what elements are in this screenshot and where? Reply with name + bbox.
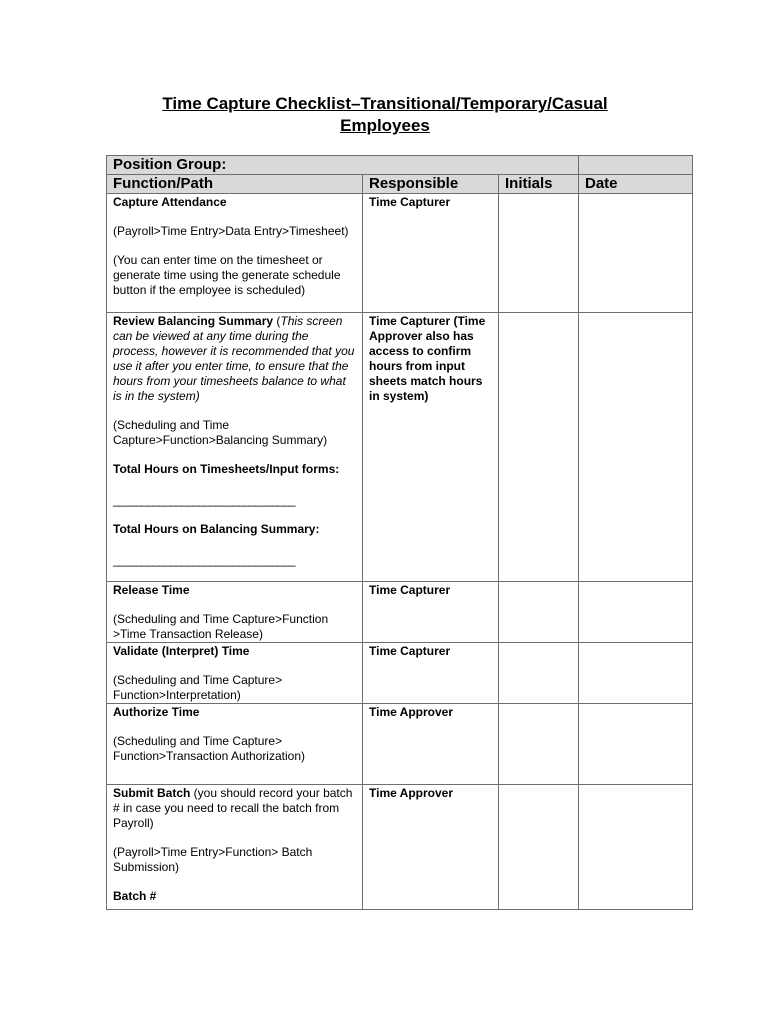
initials-cell[interactable] [499,194,579,313]
date-cell[interactable] [579,313,693,582]
document-title [105,93,665,137]
batch-label: Batch # [113,889,157,903]
table-row [107,313,693,582]
row-note: (You can enter time on the timesheet or generate time using the generate schedule button if the employee is scheduled) [113,253,341,297]
initials-cell[interactable] [499,313,579,582]
row-title: Validate (Interpret) Time [113,644,250,658]
table-row [107,643,693,704]
total-timesheets-label: Total Hours on Timesheets/Input forms: [113,462,340,476]
responsible-cell: Time Capturer (Time Approver also has access to confirm hours from input sheets match hours in system) [363,313,499,582]
function-path-cell [107,704,363,785]
function-path-cell [107,643,363,704]
row-title: Review Balancing Summary [113,314,274,328]
row-path: (Scheduling and Time Capture>Function >Time Transaction Release) [113,612,329,641]
title-line-1: Time Capture Checklist–Transitional/Temporary/Casual [162,94,608,113]
total-balancing-label: Total Hours on Balancing Summary: [113,522,320,536]
date-cell[interactable] [579,785,693,910]
header-row-position-group [107,156,693,175]
row-path: (Payroll>Time Entry>Function> Batch Submission) [113,845,313,874]
row-title-note: (you should record your batch # in case you need to recall the batch from Payroll) [113,786,353,830]
header-initials: Initials [499,175,579,194]
row-title: Release Time [113,583,190,597]
header-responsible: Responsible [363,175,499,194]
responsible-cell: Time Approver [363,704,499,785]
function-path-cell [107,785,363,910]
initials-cell[interactable] [499,643,579,704]
table-row [107,704,693,785]
blank-line: ________________________________ [113,493,295,507]
responsible-cell: Time Capturer [363,582,499,643]
row-path: (Scheduling and Time Capture> Function>Interpretation) [113,673,283,702]
responsible-cell: Time Capturer [363,643,499,704]
position-group-cell [579,156,693,175]
initials-cell[interactable] [499,582,579,643]
table-row [107,582,693,643]
row-path: (Scheduling and Time Capture> Function>Transaction Authorization) [113,734,305,763]
row-title-paren: ( [273,314,281,328]
function-path-cell [107,582,363,643]
initials-cell[interactable] [499,785,579,910]
date-cell[interactable] [579,582,693,643]
checklist-table [106,155,693,910]
table-row [107,785,693,910]
table-row [107,194,693,313]
header-date: Date [579,175,693,194]
row-title-block [113,786,356,831]
title-line-2: Employees [340,116,430,135]
date-cell[interactable] [579,643,693,704]
row-title: Authorize Time [113,705,200,719]
header-function-path: Function/Path [107,175,363,194]
header-row-columns [107,175,693,194]
position-group-label: Position Group: [107,156,579,175]
responsible-cell: Time Approver [363,785,499,910]
row-path: (Payroll>Time Entry>Data Entry>Timesheet) [113,224,349,238]
row-path: (Scheduling and Time Capture>Function>Balancing Summary) [113,418,328,447]
blank-line: ________________________________ [113,553,295,567]
function-path-cell [107,313,363,582]
row-title-block [113,314,356,404]
row-title: Submit Batch [113,786,191,800]
row-title: Capture Attendance [113,195,227,209]
row-italic-note: This screen can be viewed at any time during the process, however it is recommended that you use it after you enter time, to ensure that the hours from your timesheets balance to what is in the system) [113,314,355,403]
responsible-cell: Time Capturer [363,194,499,313]
function-path-cell [107,194,363,313]
initials-cell[interactable] [499,704,579,785]
date-cell[interactable] [579,194,693,313]
date-cell[interactable] [579,704,693,785]
